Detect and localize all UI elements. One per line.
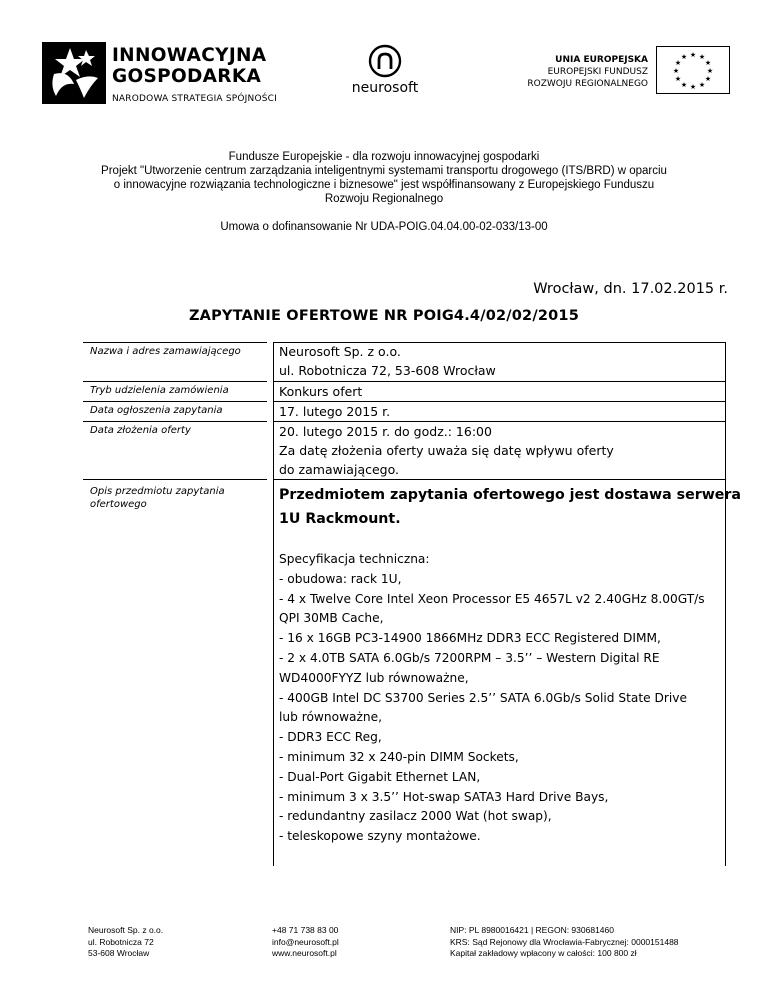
- funding-line-3: o innowacyjne rozwiązania technologiczne i biznesowe" jest współfinansowany z Europejskiego Funduszu: [113, 179, 655, 191]
- footer-email[interactable]: info@neurosoft.pl: [272, 936, 339, 947]
- eu-logo: [500, 46, 730, 96]
- eu-line2: EUROPEJSKI FUNDUSZ: [547, 67, 648, 77]
- value-procedure: Konkurs ofert: [279, 383, 363, 399]
- neurosoft-n-icon: [340, 44, 430, 80]
- footer-website[interactable]: www.neurosoft.pl: [272, 948, 337, 958]
- value-company-address: ul. Robotnicza 72, 53-608 Wrocław: [279, 363, 496, 379]
- spec-line: - teleskopowe szyny montażowe.: [279, 829, 481, 844]
- svg-text:★: ★: [672, 67, 680, 75]
- document-title: ZAPYTANIE OFERTOWE NR POIG4.4/02/02/2015: [188, 308, 580, 324]
- svg-text:★: ★: [706, 67, 714, 75]
- technical-specification: [279, 550, 705, 847]
- neurosoft-logo: [340, 44, 430, 104]
- spec-line: - 400GB Intel DC S3700 Series 2.5’’ SATA 6.0Gb/s Solid State Drive: [279, 690, 687, 705]
- footer-company-name: Neurosoft Sp. z o.o.: [88, 925, 164, 935]
- value-company-name: Neurosoft Sp. z o.o.: [279, 344, 401, 359]
- footer-krs: KRS: Sąd Rejonowy dla Wrocławia-Fabrycznej: 0000151488: [450, 936, 679, 947]
- value-submission-date: 20. lutego 2015 r. do godz.: 16:00: [279, 423, 492, 439]
- footer-company-street: ul. Robotnicza 72: [88, 936, 154, 947]
- footer-capital: Kapitał zakładowy wpłacony w całości: 100 800 zł: [450, 948, 637, 958]
- subject-bold-line-2: 1U Rackmount.: [279, 511, 401, 527]
- request-table: [83, 342, 741, 866]
- spec-line: QPI 30MB Cache,: [279, 611, 384, 626]
- value-announcement-date: 17. lutego 2015 r.: [279, 403, 391, 419]
- footer-registry: [450, 925, 679, 960]
- footer-company: [88, 925, 163, 960]
- svg-text:★: ★: [704, 75, 712, 83]
- funding-line-1: Fundusze Europejskie - dla rozwoju innowacyjnej gospodarki: [228, 151, 540, 163]
- eu-line1: UNIA EUROPEJSKA: [555, 55, 648, 65]
- spec-line: Specyfikacja techniczna:: [279, 552, 430, 566]
- spec-line: - 4 x Twelve Core Intel Xeon Processor E5 4657L v2 2.40GHz 8.00GT/s: [279, 591, 705, 606]
- spec-line: lub równoważne,: [279, 710, 382, 725]
- footer-phone: +48 71 738 83 00: [272, 925, 339, 935]
- ig-title-line2: GOSPODARKA: [112, 66, 262, 87]
- svg-text:★: ★: [698, 81, 706, 89]
- subject-bold-line-1: Przedmiotem zapytania ofertowego jest dostawa serwera: [279, 487, 741, 503]
- svg-text:★: ★: [689, 51, 697, 59]
- ig-title-line1: INNOWACYJNA: [112, 45, 267, 66]
- spec-line: - redundantny zasilacz 2000 Wat (hot swap),: [279, 809, 552, 824]
- svg-text:★: ★: [698, 53, 706, 61]
- label-announcement-date: Data ogłoszenia zapytania: [90, 405, 223, 416]
- label-procedure: Tryb udzielenia zamówienia: [90, 385, 229, 396]
- value-submission-note-2: do zamawiającego.: [279, 462, 400, 478]
- spec-line: - minimum 3 x 3.5’’ Hot-swap SATA3 Hard Drive Bays,: [279, 789, 609, 804]
- spec-line: WD4000FYYZ lub równoważne,: [279, 670, 469, 685]
- label-submission-date: Data złożenia oferty: [90, 425, 191, 436]
- neurosoft-wordmark: neurosoft: [351, 80, 419, 96]
- value-submission-note-1: Za datę złożenia oferty uważa się datę wpływu oferty: [279, 442, 614, 458]
- funding-line-4: Rozwoju Regionalnego: [324, 193, 444, 205]
- innowacyjna-gospodarka-logo: [40, 40, 280, 110]
- eu-flag-icon: [656, 46, 730, 94]
- eu-line3: ROZWOJU REGIONALNEGO: [527, 79, 648, 89]
- spec-line: - Dual-Port Gigabit Ethernet LAN,: [279, 769, 481, 784]
- svg-text:★: ★: [674, 59, 682, 67]
- spec-line: - DDR3 ECC Reg,: [279, 730, 382, 745]
- svg-text:★: ★: [680, 81, 688, 89]
- star-figure-icon: [40, 40, 106, 104]
- agreement-number: Umowa o dofinansowanie Nr UDA-POIG.04.04.00-02-033/13-00: [220, 221, 548, 233]
- spec-line: - minimum 32 x 240-pin DIMM Sockets,: [279, 749, 519, 764]
- label-contracting-party: Nazwa i adres zamawiającego: [90, 346, 241, 357]
- footer-nip-regon: NIP: PL 8980016421 | REGON: 930681460: [450, 925, 614, 935]
- svg-text:★: ★: [674, 75, 682, 83]
- spec-line: - 2 x 4.0TB SATA 6.0Gb/s 7200RPM – 3.5’’ – Western Digital RE: [279, 650, 660, 665]
- svg-text:★: ★: [704, 59, 712, 67]
- svg-text:★: ★: [680, 53, 688, 61]
- ig-subtitle: NARODOWA STRATEGIA SPÓJNOŚCI: [112, 94, 277, 104]
- label-subject-description: Opis przedmiotu zapytania ofertowego: [90, 486, 225, 510]
- footer-contact: [272, 925, 339, 960]
- funding-line-2: Projekt "Utworzenie centrum zarządzania inteligentnymi systemami transportu drogowego (ITS/BRD) w oparciu: [101, 165, 667, 177]
- document-date: Wrocław, dn. 17.02.2015 r.: [533, 281, 728, 297]
- footer-company-city: 53-608 Wrocław: [88, 948, 150, 958]
- spec-line: - 16 x 16GB PC3-14900 1866MHz DDR3 ECC Registered DIMM,: [279, 631, 661, 646]
- spec-line: - obudowa: rack 1U,: [279, 571, 402, 586]
- svg-text:★: ★: [689, 83, 697, 91]
